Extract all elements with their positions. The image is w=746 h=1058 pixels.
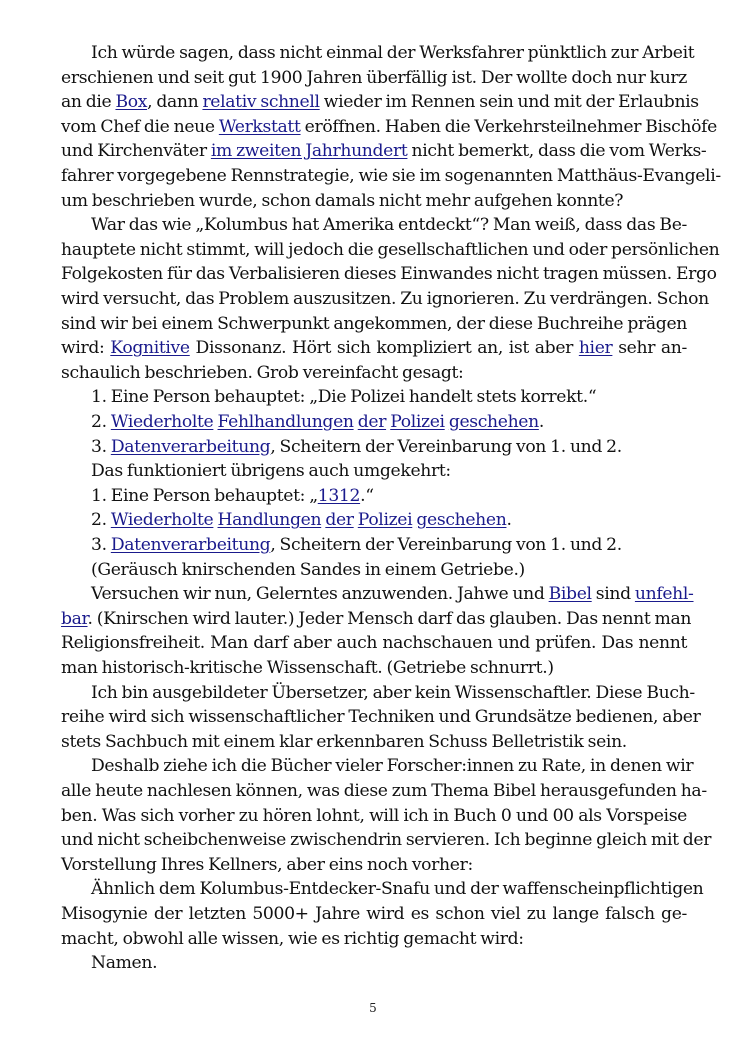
text-run: Ich bin ausgebildeter Übersetzer, aber kein Wissenschaftler. Diese Buch-: [91, 682, 695, 703]
text-run: an die: [61, 92, 116, 113]
text-line: [91, 460, 687, 482]
text-run: fahrer vorgegebene Rennstrategie, wie sie im sogenannten Matthäus-Evangeli-: [61, 166, 721, 186]
text-line: [61, 829, 712, 851]
text-line: [61, 854, 687, 876]
hyperlink[interactable]: der: [357, 412, 387, 432]
text-line: [91, 878, 704, 900]
text-line: [91, 411, 687, 433]
hyperlink[interactable]: 1312: [317, 485, 361, 506]
text-run: sind wir bei einem Schwerpunkt angekommen, der diese Buchreihe prägen: [61, 313, 687, 334]
hyperlink[interactable]: Polizei: [390, 412, 445, 432]
hyperlink[interactable]: hier: [578, 338, 613, 359]
hyperlink[interactable]: Werkstatt: [218, 116, 301, 137]
text-line: [61, 140, 707, 162]
text-run: .: [538, 412, 544, 432]
text-run: sehr an-: [612, 338, 687, 359]
text-run: 3.: [91, 436, 111, 457]
hyperlink[interactable]: Kognitive: [110, 338, 190, 359]
text-line: [91, 436, 687, 458]
hyperlink[interactable]: Bibel: [548, 584, 592, 605]
text-run: . (Knirschen wird lauter.) Jeder Mensch darf das glauben. Das nennt man: [87, 608, 692, 629]
text-line: [91, 386, 687, 408]
text-run: eröffnen. Haben die Verkehrsteilnehmer Bischöfe: [300, 116, 717, 137]
text-line: [61, 239, 720, 261]
text-line: [91, 42, 695, 64]
text-run: macht, obwohl alle wissen, wie es richtig gemacht wird:: [61, 928, 524, 949]
text-run: ben. Was sich vorher zu hören lohnt, will ich in Buch 0 und 00 als Vorspeise: [61, 805, 687, 826]
text-run: Namen.: [91, 953, 158, 974]
text-line: [91, 952, 687, 974]
text-run: Misogynie der letzten 5000+ Jahre wird es schon viel zu lange falsch ge-: [61, 904, 687, 924]
text-run: .: [506, 510, 512, 531]
text-run: und nicht scheibchenweise zwischendrin servieren. Ich beginne gleich mit der: [61, 830, 712, 851]
hyperlink[interactable]: Wiederholte: [110, 510, 214, 531]
text-run: 1. Eine Person behauptet: „: [91, 485, 318, 506]
text-run: reihe wird sich wissenschaftlicher Techniken und Grundsätze bedienen, aber: [61, 707, 701, 728]
text-run: wird versucht, das Problem auszusitzen. Zu ignorieren. Zu verdrängen. Schon: [61, 289, 709, 309]
hyperlink[interactable]: Datenverarbeitung: [110, 535, 271, 555]
text-run: (Geräusch knirschenden Sandes in einem Getriebe.): [91, 559, 525, 580]
text-run: und Kirchenväter: [61, 141, 211, 162]
text-run: , Scheitern der Vereinbarung von 1. und 2.: [270, 436, 622, 457]
text-run: Deshalb ziehe ich die Bücher vieler Forscher:innen zu Rate, in denen wir: [91, 756, 694, 777]
text-run: 2.: [91, 412, 111, 432]
text-run: , dann: [147, 92, 203, 113]
text-line: [61, 706, 701, 728]
text-line: [91, 534, 687, 556]
text-run: War das wie „Kolumbus hat Amerika entdeckt“? Man weiß, dass das Be-: [91, 215, 687, 236]
text-run: Das funktioniert übrigens auch umgekehrt:: [91, 461, 451, 482]
text-line: [61, 190, 687, 212]
text-run: 1. Eine Person behauptet: „Die Polizei handelt stets korrekt.“: [91, 387, 597, 408]
text-line: [61, 731, 687, 753]
text-run: stets Sachbuch mit einem klar erkennbaren Schuss Belletristik sein.: [61, 731, 627, 752]
hyperlink[interactable]: unfehl-: [634, 584, 694, 605]
text-line: [61, 657, 687, 679]
text-run: Religionsfreiheit. Man darf aber auch nachschauen und prüfen. Das nennt: [61, 633, 687, 654]
text-run: .“: [360, 485, 374, 506]
text-line: [61, 116, 717, 138]
text-run: wieder im Rennen sein und mit der Erlaubnis: [319, 92, 699, 113]
text-run: 3.: [91, 535, 111, 555]
text-line: [61, 805, 687, 827]
text-line: [61, 337, 687, 359]
text-line: [61, 67, 687, 89]
text-line: [91, 682, 695, 704]
text-run: erschienen und seit gut 1900 Jahren überfällig ist. Der wollte doch nur kurz: [61, 67, 687, 88]
text-line: [61, 165, 721, 187]
text-line: [61, 288, 709, 310]
text-run: man historisch-kritische Wissenschaft. (Getriebe schnurrt.): [61, 658, 554, 678]
text-line: [61, 780, 707, 802]
text-run: Vorstellung Ihres Kellners, aber eins noch vorher:: [61, 854, 473, 875]
text-line: [61, 263, 717, 285]
hyperlink[interactable]: Handlungen: [217, 510, 322, 531]
text-line: [61, 903, 687, 925]
text-line: [61, 91, 699, 113]
hyperlink[interactable]: im zweiten Jahrhundert: [210, 141, 408, 162]
text-run: , Scheitern der Vereinbarung von 1. und 2.: [270, 535, 622, 555]
text-run: wird:: [61, 338, 111, 359]
text-run: um beschrieben wurde, schon damals nicht mehr aufgehen konnte?: [61, 190, 624, 211]
hyperlink[interactable]: Box: [115, 92, 148, 113]
text-run: schaulich beschrieben. Grob vereinfacht gesagt:: [61, 362, 464, 383]
text-line: [91, 509, 687, 531]
text-run: alle heute nachlesen können, was diese zum Thema Bibel herausgefunden ha-: [61, 781, 707, 801]
text-run: sind: [591, 584, 635, 605]
hyperlink[interactable]: Fehlhandlungen: [217, 412, 354, 432]
text-run: 2.: [91, 510, 111, 531]
hyperlink[interactable]: geschehen: [416, 510, 507, 531]
text-run: Ähnlich dem Kolumbus-Entdecker-Snafu und der waffenscheinpflichtigen: [91, 879, 704, 900]
text-run: Folgekosten für das Verbalisieren dieses Einwandes nicht tragen müssen. Ergo: [61, 264, 717, 285]
page-number: 5: [369, 1001, 377, 1015]
text-run: vom Chef die neue: [61, 116, 219, 137]
text-line: [61, 313, 687, 335]
hyperlink[interactable]: Wiederholte: [110, 412, 214, 432]
text-line: [91, 583, 694, 605]
text-line: [61, 608, 692, 630]
hyperlink[interactable]: geschehen: [448, 412, 539, 432]
hyperlink[interactable]: relativ schnell: [202, 92, 320, 113]
text-run: nicht bemerkt, dass die vom Werks-: [407, 141, 707, 162]
text-run: Versuchen wir nun, Gelerntes anzuwenden. Jahwe und: [91, 584, 549, 605]
text-line: [91, 485, 687, 507]
text-line: [61, 632, 687, 654]
text-line: [91, 755, 694, 777]
text-run: Ich würde sagen, dass nicht einmal der Werksfahrer pünktlich zur Arbeit: [91, 43, 695, 63]
text-line: [61, 362, 687, 384]
hyperlink[interactable]: Polizei: [357, 510, 413, 531]
text-line: [91, 559, 687, 581]
text-run: hauptete nicht stimmt, will jedoch die gesellschaftlichen und oder persönlichen: [61, 239, 720, 260]
hyperlink[interactable]: der: [325, 510, 354, 531]
hyperlink[interactable]: bar: [61, 608, 88, 629]
text-run: Dissonanz. Hört sich kompliziert an, ist aber: [189, 338, 579, 359]
text-line: [91, 214, 687, 236]
hyperlink[interactable]: Datenverarbeitung: [110, 436, 271, 457]
text-line: [61, 928, 687, 950]
